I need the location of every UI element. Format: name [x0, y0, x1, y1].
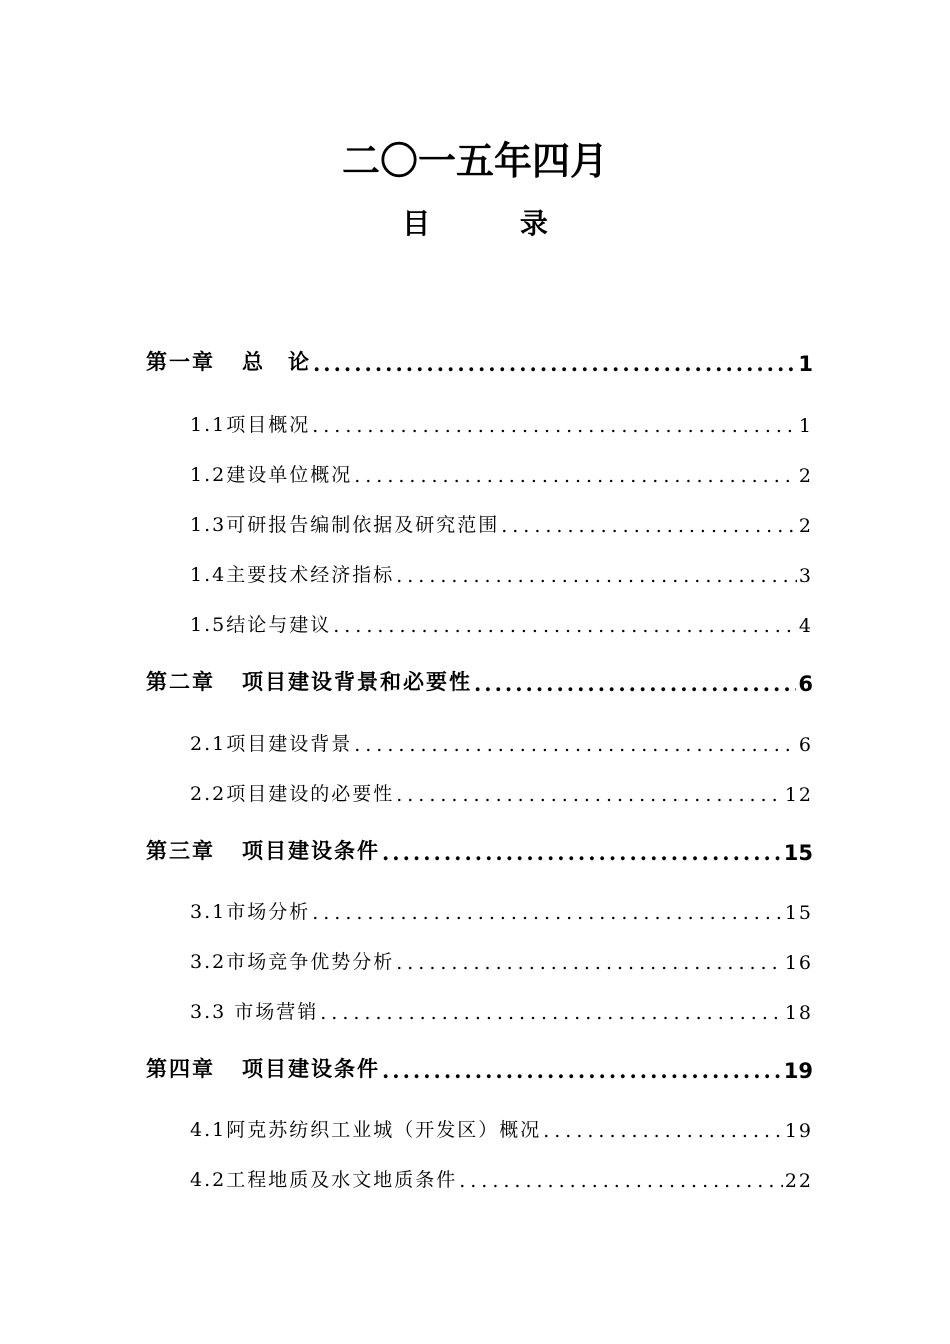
toc-chapter-2[interactable] [146, 664, 813, 696]
section-title: 4.2工程地质及水文地质条件 [190, 1169, 458, 1191]
page-number: 19 [784, 1120, 813, 1142]
page-number: 2 [798, 465, 813, 487]
toc-section-3-1[interactable] [190, 892, 813, 924]
toc-chapter-3[interactable] [146, 833, 813, 865]
toc-chapter-4[interactable] [146, 1051, 813, 1083]
leader-dots [312, 902, 783, 924]
section-title: 3.3 市场营销 [190, 1001, 319, 1023]
page-number: 15 [784, 902, 813, 924]
page-number: 1 [798, 352, 813, 376]
page-number: 12 [784, 784, 813, 806]
page-number: 15 [783, 841, 813, 865]
page-number: 19 [783, 1059, 813, 1083]
toc-section-4-2[interactable] [190, 1160, 813, 1192]
toc-section-3-3[interactable] [190, 992, 813, 1024]
toc-section-1-3[interactable] [190, 505, 813, 537]
leader-dots [501, 515, 797, 537]
chapter-title: 总 论 [242, 350, 311, 374]
leader-dots [313, 351, 796, 376]
page-number: 6 [798, 734, 813, 756]
chapter-number: 第四章 [146, 1057, 215, 1081]
section-title: 3.1市场分析 [190, 901, 311, 923]
leader-dots [354, 465, 797, 487]
toc-section-1-5[interactable] [190, 605, 813, 637]
leader-dots [312, 415, 797, 437]
leader-dots [396, 952, 783, 974]
leader-dots [543, 1120, 783, 1142]
toc-heading: 目 录 [402, 207, 588, 240]
page-number: 6 [798, 672, 813, 696]
leader-dots [382, 840, 782, 865]
page-number: 16 [784, 952, 813, 974]
chapter-number: 第二章 [146, 670, 215, 694]
toc-section-1-1[interactable] [190, 405, 813, 437]
page-number: 22 [784, 1170, 813, 1192]
section-title: 2.1项目建设背景 [190, 733, 353, 755]
page-number: 1 [798, 415, 813, 437]
section-title: 4.1阿克苏纺织工业城（开发区）概况 [190, 1119, 542, 1141]
leader-dots [320, 1002, 783, 1024]
section-title: 1.4主要技术经济指标 [190, 564, 395, 586]
section-title: 3.2市场竞争优势分析 [190, 951, 395, 973]
toc-section-3-2[interactable] [190, 942, 813, 974]
section-title: 1.3可研报告编制依据及研究范围 [190, 514, 500, 536]
toc-section-4-1[interactable] [190, 1110, 813, 1142]
page-number: 2 [798, 515, 813, 537]
section-title: 1.5结论与建议 [190, 614, 332, 636]
toc-section-1-4[interactable] [190, 555, 813, 587]
section-title: 1.2建设单位概况 [190, 464, 353, 486]
page-number: 3 [798, 565, 813, 587]
section-title: 2.2项目建设的必要性 [190, 783, 395, 805]
chapter-number: 第一章 [146, 350, 215, 374]
document-date: 二〇一五年四月 [341, 139, 608, 183]
chapter-number: 第三章 [146, 839, 215, 863]
section-title: 1.1项目概况 [190, 414, 311, 436]
toc-section-2-1[interactable] [190, 724, 813, 756]
page-number: 4 [798, 615, 813, 637]
chapter-title: 项目建设背景和必要性 [242, 670, 472, 694]
leader-dots [396, 784, 783, 806]
toc-section-1-2[interactable] [190, 455, 813, 487]
leader-dots [396, 565, 797, 587]
leader-dots [459, 1170, 783, 1192]
page-number: 18 [784, 1002, 813, 1024]
toc-chapter-1[interactable] [146, 344, 813, 376]
leader-dots [354, 734, 797, 756]
toc-section-2-2[interactable] [190, 774, 813, 806]
leader-dots [333, 615, 797, 637]
leader-dots [382, 1058, 782, 1083]
chapter-title: 项目建设条件 [242, 839, 380, 863]
chapter-title: 项目建设条件 [242, 1057, 380, 1081]
leader-dots [474, 671, 796, 696]
